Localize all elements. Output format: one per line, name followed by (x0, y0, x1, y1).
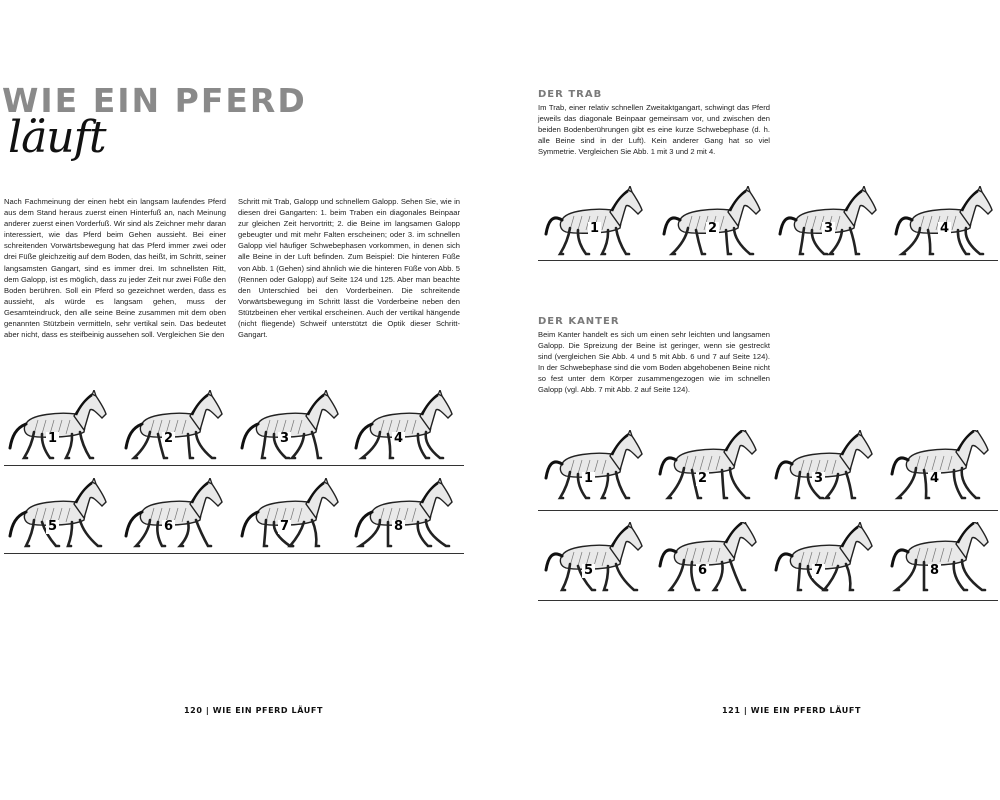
section-heading-trab: DER TRAB (538, 89, 603, 100)
ground-line (4, 465, 464, 466)
ground-line (4, 553, 464, 554)
page-title: WIE EIN PFERD (2, 81, 307, 120)
walk-horse-figure-8 (350, 478, 460, 554)
kanter-horse-figure-number: 8 (930, 563, 940, 578)
trab-horse-figure-2 (658, 186, 768, 262)
walk-horse-figure-3 (236, 390, 346, 466)
page-footer-right: 121 | WIE EIN PFERD LÄUFT (722, 706, 862, 715)
kanter-horse-figure-number: 5 (584, 563, 594, 578)
section-text-trab: Im Trab, einer relativ schnellen Zweitaktgangart, schwingt das Pferd jeweils das diagonale Beinpaar gemeinsam vor, und zwischen den beiden Bodenberührungen gibt es eine kurze Schwebephase (d. h. alle Beine sind in der Luft). Kein anderer Gang hat so viel Symmetrie. Vergleichen Sie Abb. 1 mit 3 und 2 mit 4. (538, 103, 770, 157)
trab-horse-figure-number: 4 (940, 221, 950, 236)
kanter-horse-figure-number: 2 (698, 471, 708, 486)
kanter-horse-figure-5 (540, 522, 650, 598)
trab-horse-figure-4 (890, 186, 1000, 262)
walk-horse-figure-6 (120, 478, 230, 554)
walk-horse-figure-number: 2 (164, 431, 174, 446)
trab-horse-figure-3 (774, 186, 884, 262)
kanter-horse-figure-8 (886, 522, 996, 598)
kanter-horse-figure-6 (654, 522, 764, 598)
section-heading-kanter: DER KANTER (538, 316, 620, 327)
section-text-kanter: Beim Kanter handelt es sich um einen sehr leichten und langsamen Galopp. Die Spreizung der Beine ist geringer, wenn sie gestreckt sind (vergleichen Sie Abb. 4 und 5 mit Abb. 6 und 7 auf Seite 124). In der Schwebephase sind die vom Boden abgehobenen Beine nicht so fest unter dem Körper zusammengezogen wie im schnellen Galopp (vgl. Abb. 7 mit Abb. 2 auf Seite 124). (538, 330, 770, 395)
page-title-script: läuft (8, 112, 106, 163)
kanter-horse-figure-1 (540, 430, 650, 506)
walk-horse-figure-5 (4, 478, 114, 554)
ground-line (538, 510, 998, 511)
trab-horse-figure-1 (540, 186, 650, 262)
walk-horse-figure-2 (120, 390, 230, 466)
walk-horse-figure-4 (350, 390, 460, 466)
kanter-horse-figure-3 (770, 430, 880, 506)
kanter-horse-figure-number: 1 (584, 471, 594, 486)
kanter-horse-figure-number: 6 (698, 563, 708, 578)
walk-horse-figure-number: 8 (394, 519, 404, 534)
ground-line (538, 600, 998, 601)
kanter-horse-figure-7 (770, 522, 880, 598)
body-text-column-2: Schritt mit Trab, Galopp und schnellem Galopp. Sehen Sie, wie in diesen drei Gangarten: 1. beim Traben ein diagonales Beinpaar zur gleichen Zeit hervortritt; 2. die Beine im langsamen Galopp gebeugter und mit mehr Falten erscheinen; oder 3. im schnellen Galopp viel häufiger Schwebephasen vorkommen, in denen sich alle Beine in der Luft befinden. Zum Beispiel: Die hinteren Füße von Abb. 1 (Gehen) sind ähnlich wie die hinteren Füße von Abb. 5 (Rennen oder Galopp) auf Seite 124 und 125. Aber man beachte den Unterschied bei den Vorderbeinen. Die schreitende Vorwärtsbewegung im Schritt lässt die Vorderbeine neben den Stützbeinen eher vertikal erscheinen. Auch der vertikal hängende (nicht fliegende) Schweif unterstützt die Optik dieser Schritt-Gangart. (238, 197, 460, 340)
kanter-horse-figure-number: 4 (930, 471, 940, 486)
kanter-horse-figure-number: 3 (814, 471, 824, 486)
walk-horse-figure-number: 4 (394, 431, 404, 446)
kanter-horse-figure-2 (654, 430, 764, 506)
ground-line (538, 260, 998, 261)
walk-horse-figure-7 (236, 478, 346, 554)
kanter-horse-figure-4 (886, 430, 996, 506)
trab-horse-figure-number: 1 (590, 221, 600, 236)
walk-horse-figure-1 (4, 390, 114, 466)
walk-horse-figure-number: 5 (48, 519, 58, 534)
walk-horse-figure-number: 3 (280, 431, 290, 446)
walk-horse-figure-number: 6 (164, 519, 174, 534)
body-text-column-1: Nach Fachmeinung der einen hebt ein langsam laufendes Pferd aus dem Stand heraus zuerst einen Hinterfuß an, nach Meinung anderer zuerst einen Vorderfuß. Wir sind als Zeichner mehr daran interessiert, wie das Pferd beim Gehen aussieht. Bei einer schreitenden Vorwärtsbewegung hat das Pferd immer zwei oder drei Füße gleichzeitig auf dem Boden, das heißt, im Schritt, seiner langsamsten Gangart, sind es immer drei. Im schnellsten Ritt, dem Galopp, ist es möglich, dass zu jeder Zeit nur zwei Füße den Boden berühren. Soll ein Pferd so gezeichnet werden, dass es aussieht, als würde es langsam gehen, muss der Gesamteindruck, den alle seine Beine zusammen mit dem oben genannten Stützbein vermitteln, sehr vertikal sein. Das bedeutet aber nicht, dass es steifbeinig aussehen soll. Vergleichen Sie den (4, 197, 227, 340)
walk-horse-figure-number: 1 (48, 431, 58, 446)
walk-horse-figure-number: 7 (280, 519, 290, 534)
trab-horse-figure-number: 2 (708, 221, 718, 236)
kanter-horse-figure-number: 7 (814, 563, 824, 578)
trab-horse-figure-number: 3 (824, 221, 834, 236)
page-footer-left: 120 | WIE EIN PFERD LÄUFT (184, 706, 324, 715)
